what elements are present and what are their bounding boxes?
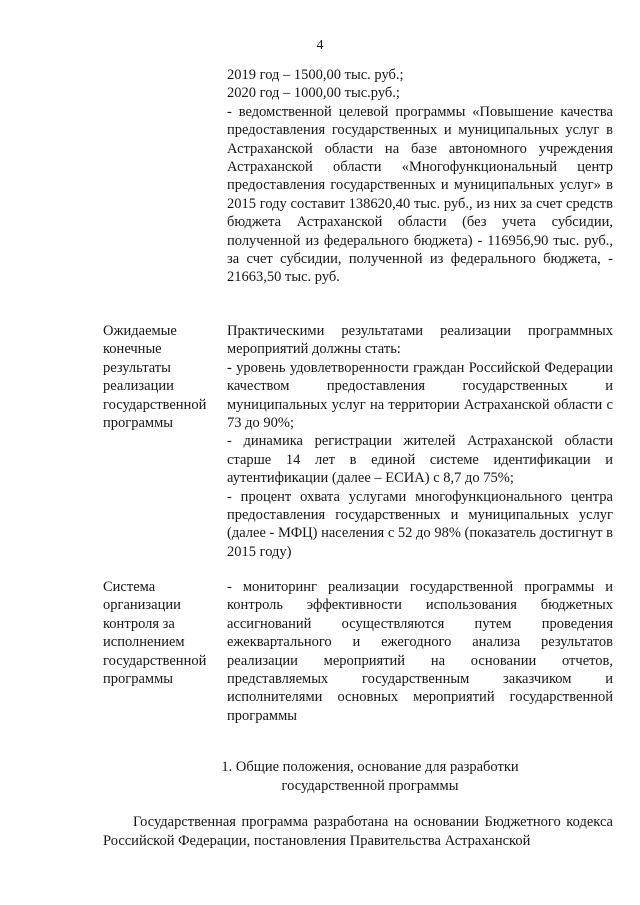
expected-results-item: - динамика регистрации жителей Астраханской области старше 14 лет в единой системе идентификации и аутентификации (далее – ЕСИА) с 8,7 до 75%; [227,433,613,487]
section-body [103,813,613,851]
financing-content [227,66,613,287]
financing-line-2020: 2020 год – 1000,00 тыс.руб.; [227,85,400,102]
control-system-text: - мониторинг реализации государственной программы и контроль эффективности использования бюджетных ассигнований осуществляются путем проведения ежеквартального и ежегодного анализа результатов реализации мероприятий на основании отчетов, представляемых государственным заказчиком и исполнителями основных мероприятий государственной программы [227,579,613,724]
expected-results-item: - процент охвата услугами многофункционального центра предоставления государственных и муниципальных услуг (далее - МФЦ) населения с 52 до 98% (показатель достигнут в 2015 году) [227,488,613,560]
financing-block [103,66,613,296]
section-body-paragraph: Государственная программа разработана на основании Бюджетного кодекса Российской Федерации, постановления Правительства Астраханской [103,814,613,849]
page-number: 4 [316,38,324,53]
section-title-line-1: 1. Общие положения, основание для разработки [221,759,519,775]
financing-departmental-program: - ведомственной целевой программы «Повышение качества предоставления государственных и муниципальных услуг в Астраханской области на базе автономного учреждения Астраханской области «Многофункциональный центр предоставления государственных и муниципальных услуг» в 2015 году составит 138620,40 тыс. руб., из них за счет средств бюджета Астраханской области (без учета субсидии, полученной из федерального бюджета) - 116956,90 тыс. руб., за счет субсидии, полученной из федерального бюджета, - 21663,50 тыс. руб. [227,103,613,286]
section-title [120,758,620,796]
control-system-label: Система организации контроля за исполнением государственной программы [103,579,207,688]
expected-results-intro: Практическими результатами реализации программных мероприятий должны стать: [227,323,613,358]
control-system-row [103,578,613,728]
expected-results-item: - уровень удовлетворенности граждан Российской Федерации качеством предоставления государственных и муниципальных услуг на территории Астраханской области с 73 до 90%; [227,359,613,432]
financing-line-2019: 2019 год – 1500,00 тыс. руб.; [227,67,404,83]
expected-results-row [103,322,613,560]
control-system-content [227,578,613,725]
expected-results-content [227,322,613,561]
expected-results-label: Ожидаемые конечные результаты реализации государственной программы [103,323,207,432]
section-title-line-2: государственной программы [281,778,459,794]
